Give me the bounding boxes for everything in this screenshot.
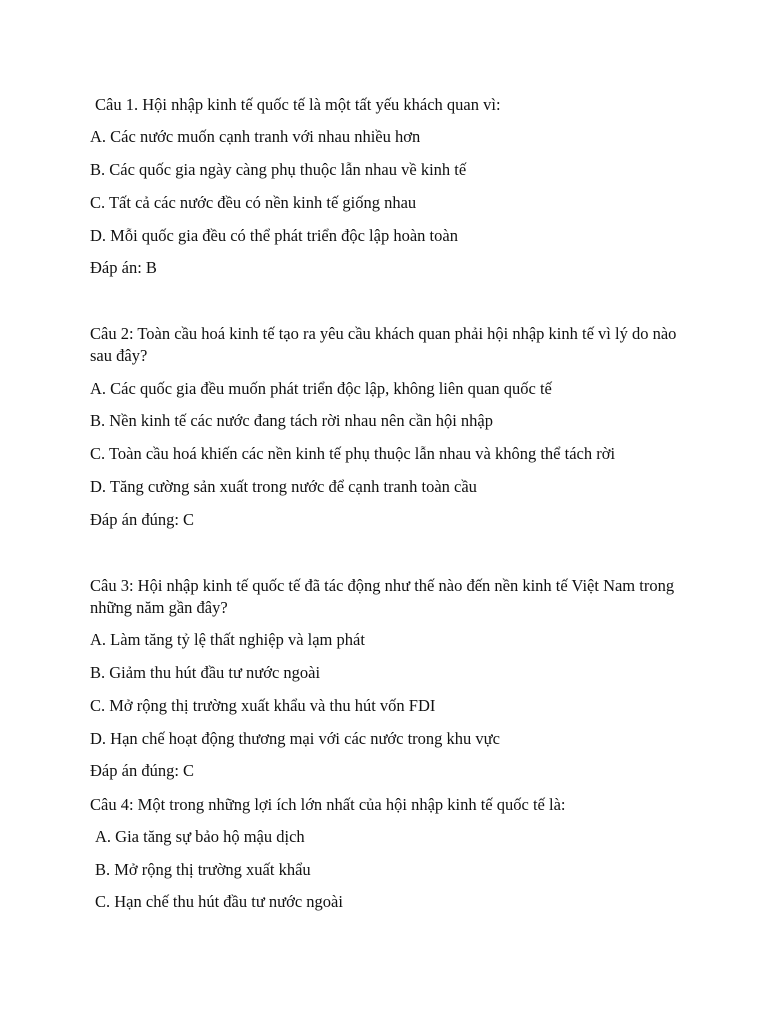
question-1-option-b: B. Các quốc gia ngày càng phụ thuộc lẫn nhau về kinh tế [90,160,467,179]
question-2-answer: Đáp án đúng: C [90,510,195,529]
question-1-option-a: A. Các nước muốn cạnh tranh với nhau nhiều hơn [90,127,421,146]
question-1-text: Câu 1. Hội nhập kinh tế quốc tế là một tất yếu khách quan vì: [95,95,501,114]
question-2-text: Câu 2: Toàn cầu hoá kinh tế tạo ra yêu cầu khách quan phải hội nhập kinh tế vì lý do nào sau đây? [90,324,677,365]
question-3-answer: Đáp án đúng: C [90,761,195,780]
question-3-option-b: B. Giảm thu hút đầu tư nước ngoài [90,663,321,682]
question-1-option-c: C. Tất cả các nước đều có nền kinh tế giống nhau [90,193,417,212]
question-2-option-a: A. Các quốc gia đều muốn phát triển độc lập, không liên quan quốc tế [90,379,552,398]
question-4-text: Câu 4: Một trong những lợi ích lớn nhất của hội nhập kinh tế quốc tế là: [90,795,566,814]
question-1-option-d: D. Mỗi quốc gia đều có thể phát triển độc lập hoàn toàn [90,226,458,245]
question-2-option-d: D. Tăng cường sản xuất trong nước để cạnh tranh toàn cầu [90,477,477,496]
question-4-option-a: A. Gia tăng sự bảo hộ mậu dịch [95,827,305,846]
question-3-option-c: C. Mở rộng thị trường xuất khẩu và thu hút vốn FDI [90,696,436,715]
question-2-option-c: C. Toàn cầu hoá khiến các nền kinh tế phụ thuộc lẫn nhau và không thể tách rời [90,444,616,463]
question-4-option-c: C. Hạn chế thu hút đầu tư nước ngoài [95,892,343,911]
question-3-text: Câu 3: Hội nhập kinh tế quốc tế đã tác động như thế nào đến nền kinh tế Việt Nam trong những năm gần đây? [90,576,675,617]
question-2-option-b: B. Nền kinh tế các nước đang tách rời nhau nên cần hội nhập [90,411,494,430]
question-3-option-d: D. Hạn chế hoạt động thương mại với các nước trong khu vực [90,729,500,748]
question-1-answer: Đáp án: B [90,258,157,277]
question-4-option-b: B. Mở rộng thị trường xuất khẩu [95,860,311,879]
question-3-option-a: A. Làm tăng tỷ lệ thất nghiệp và lạm phát [90,630,365,649]
